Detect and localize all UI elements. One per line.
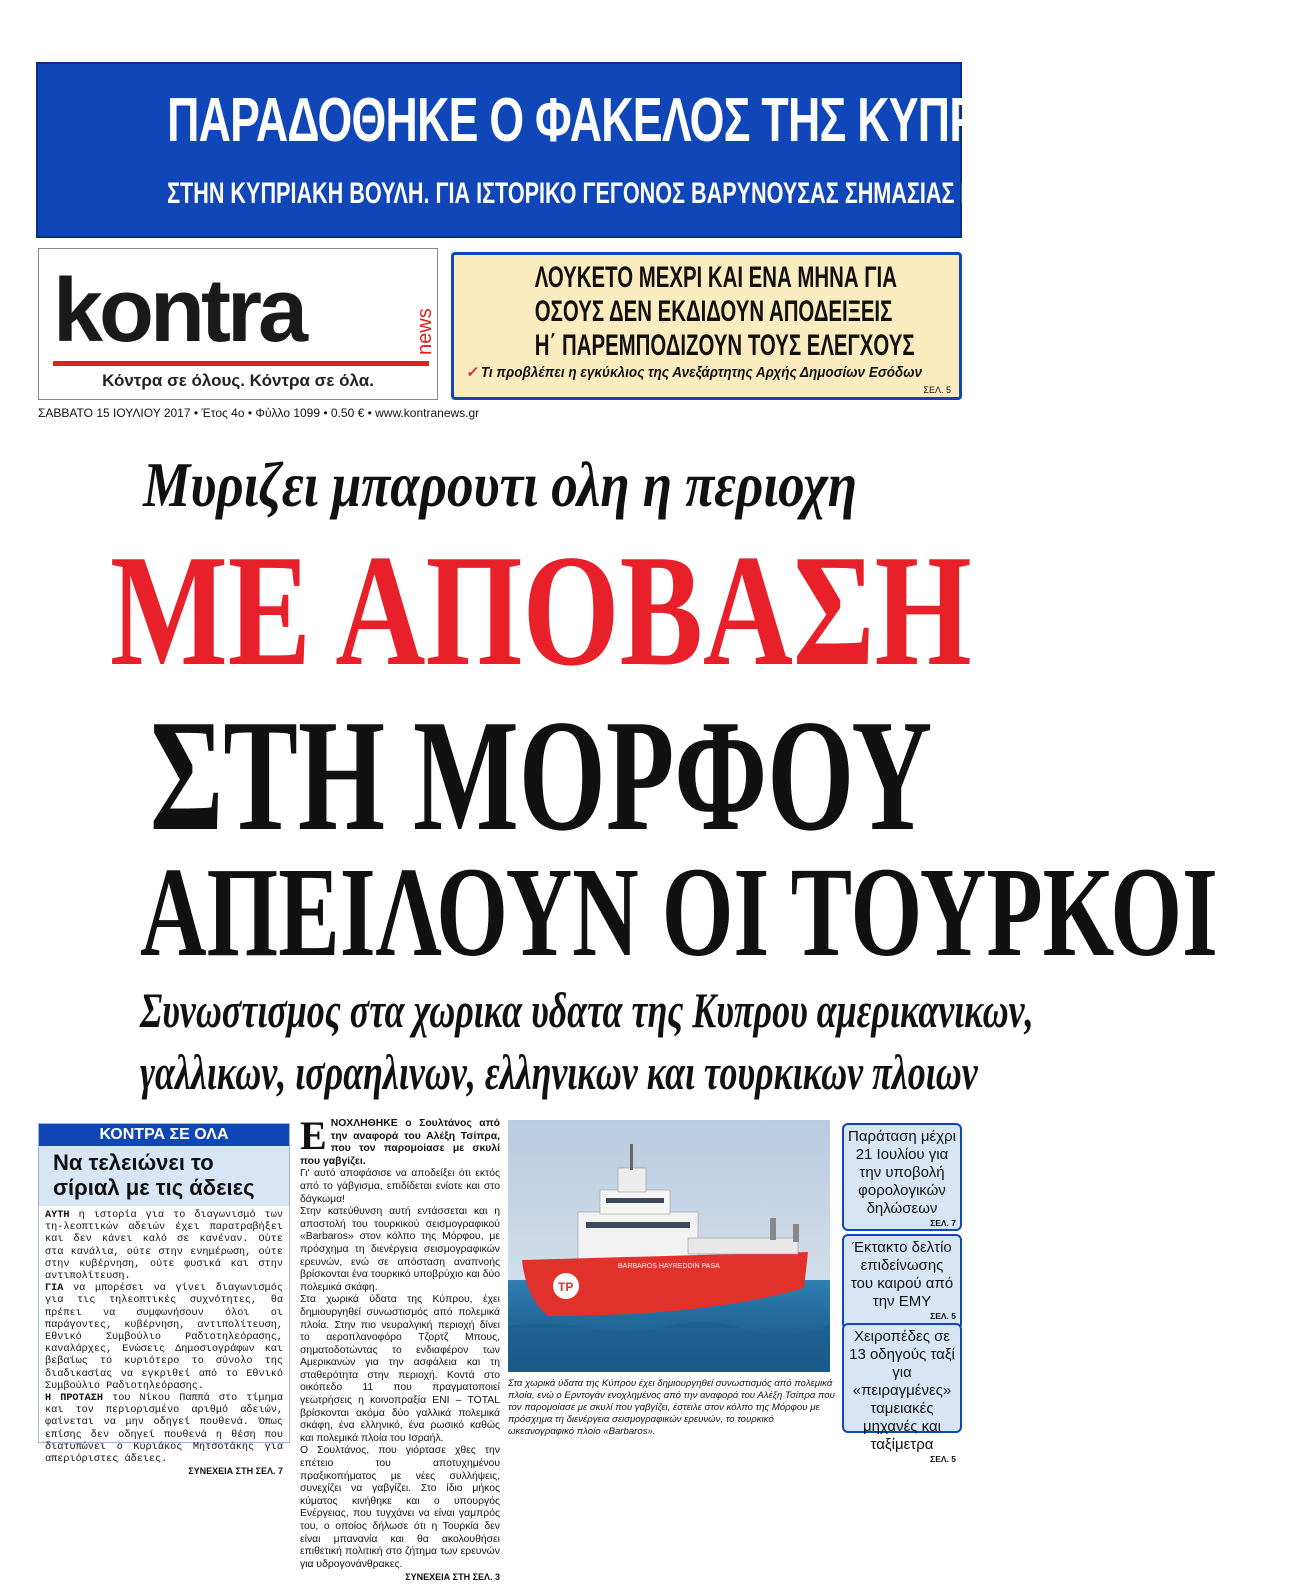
article-paragraph: Ο Σουλτάνος, που γιόρτασε χθες την επέτειο του αποτυχημένου πραξικοπήματος με νέες συλλήψεις, συνεχίζει να γαβγίζει. Στο ίδιο μήκος κύματος κινήθηκε και ο υπουργός Ενέργειας, που τυγχάνει να είναι γαμπρός του, ο οποίος δήλωσε ότι η Τουρκία δεν είναι μπανανία και θα ακολουθήσει επιθετική πολιτική στο ζήτημα των ερευνών για υδρογονάνθρακες. [300,1445,500,1570]
masthead-slogan: Κόντρα σε όλους. Κόντρα σε όλα. [102,371,374,390]
photo-caption: Στα χωρικά ύδατα της Κύπρου έχει δημιουργηθεί συνωστισμός από πολεμικά πλοία, ενώ ο Ερντογάν ενοχλημένος από την αναφορά του Αλέξη Τσίπρα που τον παρομοίασε με σκυλί που γαβγίζει, έστειλε στον κόλπο της Μόρφου με πρόσχημα τη διενέργεια σεισμογραφικών ερευνών, το τουρκικό ωκεανογραφικό πλοίο «Barbaros». [508,1378,835,1437]
main-headline-line-3[interactable]: ΑΠΕΙΛΟΥΝ ΟΙ ΤΟΥΡΚΟΙ [140,841,1218,983]
logo-news-mark: news [414,308,436,355]
main-headline-line-2[interactable]: ΣΤΗ ΜΟΡΦΟΥ [150,686,933,864]
article-paragraph: Στην κατεύθυνση αυτή εντάσσεται και η αποστολή του τουρκικού σεισμογραφικού «Barbaros» στον κόλπο της Μόρφου, με πρόσχημα τη διενέργεια σεισμογραφικών ερευνών, ενώ σε απόσταση αναπνοής βρίσκονται ένα τουρκικό υποβρύχιο και δύο πολεμικά σκάφη. [300,1206,500,1293]
brief-text: Έκτακτο δελτίο επιδείνωσης του καιρού από την ΕΜΥ [850,1239,954,1310]
page-reference: ΣΕΛ. 5 [923,385,951,395]
news-brief[interactable] [842,1234,962,1330]
news-brief[interactable] [842,1123,962,1231]
drop-cap: Ε [300,1113,327,1158]
side-story-line: ΟΣΟΥΣ ΔΕΝ ΕΚΔΙΔΟΥΝ ΑΠΟΔΕΙΞΕΙΣ [534,295,893,328]
top-banner [36,62,1303,238]
side-story-line: Η΄ ΠΑΡΕΜΠΟΔΙΖΟΥΝ ΤΟΥΣ ΕΛΕΓΧΟΥΣ [534,329,915,362]
main-subhead-line-2: γαλλικων, ισραηλινων, ελληνικων και τουρκικων πλοιων [140,1044,978,1100]
brief-text: Παράταση μέχρι 21 Ιουλίου για την υποβολή φορολογικών δηλώσεων [848,1128,956,1217]
svg-text:BARBAROS HAYREDDIN PASA: BARBAROS HAYREDDIN PASA [618,1263,720,1270]
page-reference: ΣΕΛ. 5 [930,1454,956,1464]
side-story-note: ✓ Τι προβλέπει η εγκύκλιος της Ανεξάρτητης Αρχής Δημοσίων Εσόδων [466,364,923,381]
check-icon: ✓ [466,364,478,381]
logo-underline [53,361,429,366]
issue-dateline: ΣΑΒΒΑΤΟ 15 ΙΟΥΛΙΟΥ 2017 • Έτος 4ο • Φύλλο 1099 • 0.50 € • www.kontranews.gr [38,406,480,420]
column-body: ΑΥΤΗ η ιστορία για το διαγωνισμό των τη-λεοπτικών αδειών έχει παρατραβήξει και δεν κάνει καλό σε κανέναν. Ούτε στα κανάλια, ούτε στην ενημέρωση, ούτε στην κυβέρνηση, ούτε φυσικά και στην αντιπολίτευση. ΓΙΑ να μπορέσει να γίνει διαγωνισμός για τις τηλεοπτικές συχνότητες, θα πρέπει να συμφωνήσουν όλοι οι παράγοντες, κυβέρνηση, αντιπολίτευση, Εθνικό Συμβούλιο Ραδιοτηλεόρασης, καναλάρχες, Ενώσεις Δημοσιογράφων και βεβαίως το κυριότερο το σύνολο της διαδικασίας να εγκριθεί από το Εθνικό Συμβούλιο Ραδιοτηλεόρασης. Η ΠΡΟΤΑΣΗ του Νίκου Παππά στο τίμημα και τον περιορισμένο αριθμό αδειών, φαίνεται να μην οδηγεί πουθενά. Όπως επίσης δεν οδηγεί πουθενά η θέση που διατυπώνει ο Κυριάκος Μητσοτάκης για απεριόριστες άδειες. [45,1210,283,1466]
article-lead: ΝΟΧΛΗΘΗΚΕ ο Σουλτάνος από την αναφορά του Αλέξη Τσίπρα, που τον παρομοίασε με σκυλί που γαβγίζει. [300,1118,500,1167]
article-paragraph: Στα χωρικά ύδατα της Κύπρου, έχει δημιουργηθεί συνωστισμός από πολεμικά πλοία. Στην πιο νευραλγική περιοχή δίνει το αεροπλανοφόρο Τζορτζ Μπους, σηματοδοτώντας το ενδιαφέρον των Αμερικανών για την ασφάλεια και τη σταθερότητα στην περιοχή. Κοντά στο οικόπεδο 11 που πραγματοποιεί γεωτρήσεις η κοινοπραξία ENI – TOTAL βρίσκονται ακόμα δύο γαλλικά πολεμικά σκάφη, ένα ελληνικό, ένα ρωσικό καθώς και πολεμικά πλοία του Ισραήλ. [300,1294,500,1444]
main-subhead-line-1: Συνωστισμος στα χωρικα υδατα της Κυπρου αμερικανικων, [140,982,1034,1038]
opinion-column[interactable] [38,1123,290,1477]
brief-text: Χειροπέδες σε 13 οδηγούς ταξί για «πειραγμένες» ταμειακές μηχανές και ταξίμετρα [849,1328,955,1453]
continued-link[interactable]: ΣΥΝΕΧΕΙΑ ΣΤΗ ΣΕΛ. 3 [405,1572,500,1583]
news-brief[interactable] [842,1323,962,1464]
logo-wordmark: kontra [53,261,305,361]
svg-text:TP: TP [558,1280,574,1294]
main-headline-red[interactable]: ΜΕ ΑΠΟΒΑΣΗ [110,521,972,699]
ship-photo [508,1120,830,1372]
article-paragraph: Γι' αυτό αποφάσισε να αποδείξει ότι εκτός από το γάβγισμα, επιδίδεται ενίοτε και στο δάγκωμα! [300,1168,500,1205]
top-banner-title: ΠΑΡΑΔΟΘΗΚΕ Ο ΦΑΚΕΛΟΣ ΤΗΣ ΚΥΠΡΟΥ [167,86,1041,155]
top-banner-subtitle: ΣΤΗΝ ΚΥΠΡΙΑΚΗ ΒΟΥΛΗ. ΓΙΑ ΙΣΤΟΡΙΚΟ ΓΕΓΟΝΟΣ ΒΑΡΥΝΟΥΣΑΣ ΣΗΜΑΣΙΑΣ ΕΚΑΝΕ ΛΟΓΟ Ο ΝΙΚΟΣ ΒΟΥΤΣΗΣ [167,177,1303,210]
masthead-logo[interactable] [38,248,438,400]
main-article-body [300,1113,500,1583]
barbaros-ship-image [508,1120,830,1372]
column-header: ΚΟΝΤΡΑ ΣΕ ΟΛΑ [39,1124,289,1146]
page-reference: ΣΕΛ. 7 [930,1218,956,1228]
continued-link[interactable]: ΣΥΝΕΧΕΙΑ ΣΤΗ ΣΕΛ. 7 [188,1466,283,1477]
column-title: Να τελειώνει το σίριαλ με τις άδειες [39,1146,289,1206]
page-reference: ΣΕΛ. 5 [930,1311,956,1321]
side-story-line: ΛΟΥΚΕΤΟ ΜΕΧΡΙ ΚΑΙ ΕΝΑ ΜΗΝΑ ΓΙΑ [534,261,897,294]
side-story-banner[interactable] [451,252,962,400]
main-kicker: Μυριζει μπαρουτι ολη η περιοχη [143,449,857,520]
